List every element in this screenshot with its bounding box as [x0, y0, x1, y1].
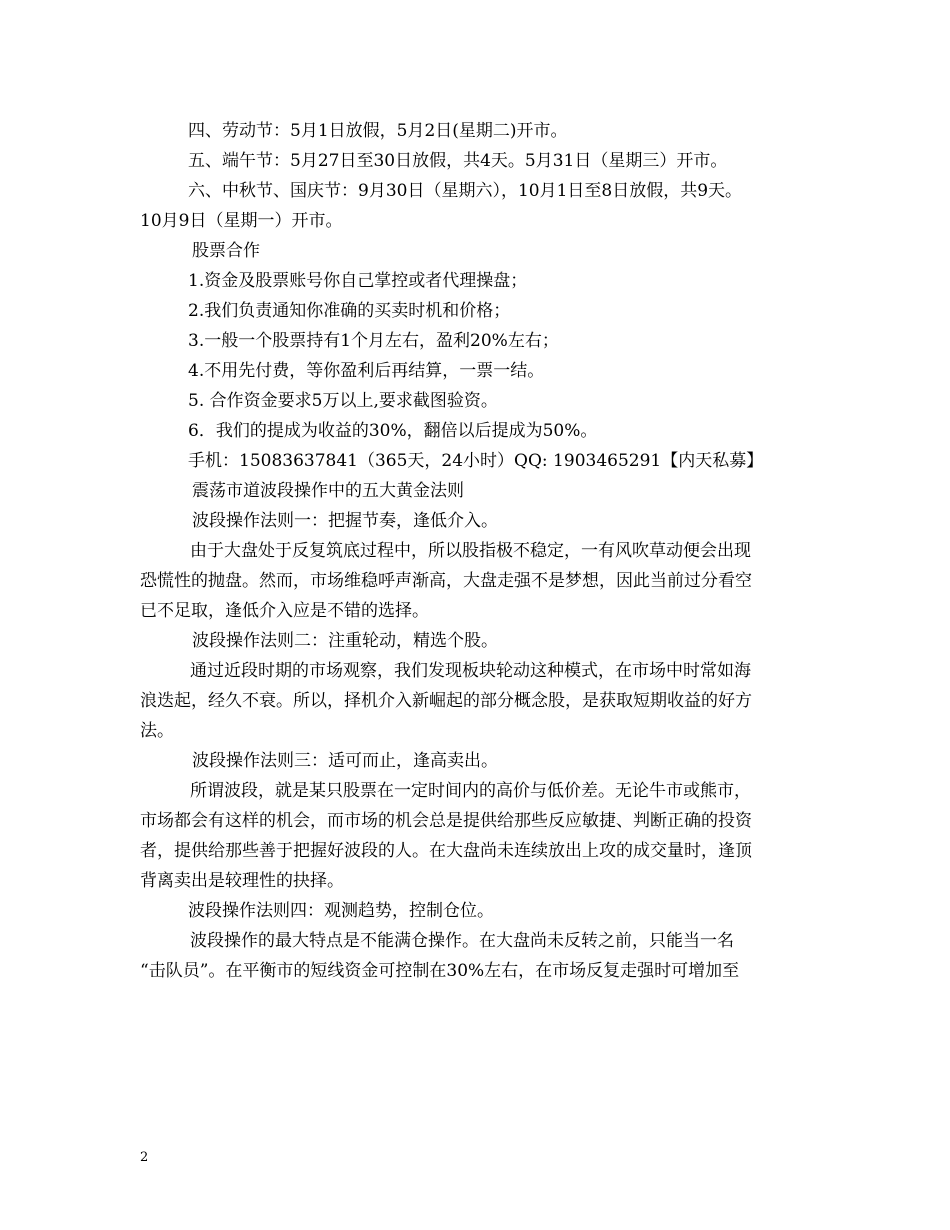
text-line: 所谓波段，就是某只股票在一定时间内的高价与低价差。无论牛市或熊市，: [190, 781, 751, 801]
list-item: 5. 合作资金要求5万以上,要求截图验资。: [188, 391, 498, 411]
text-line: 已不足取，逢低介入应是不错的选择。: [140, 601, 429, 621]
list-item: 2.我们负责通知你准确的买卖时机和价格；: [188, 301, 511, 321]
text-line: 背离卖出是较理性的抉择。: [140, 871, 344, 891]
text-line: 市场都会有这样的机会，而市场的机会总是提供给那些反应敏捷、判断正确的投资: [140, 811, 752, 831]
document-body: [140, 116, 830, 986]
list-item: 1.资金及股票账号你自己掌控或者代理操盘；: [188, 271, 528, 291]
text-line: 10月9日（星期一）开市。: [140, 211, 343, 231]
text-line: 者，提供给那些善于把握好波段的人。在大盘尚未连续放出上攻的成交量时，逢顶: [140, 841, 752, 861]
text-line: “击队员”。在平衡市的短线资金可控制在30%左右，在市场反复走强时可增加至: [140, 961, 740, 981]
text-line: 四、劳动节：5月1日放假，5月2日(星期二)开市。: [188, 121, 568, 141]
rule-heading: 波段操作法则二：注重轮动，精选个股。: [192, 631, 498, 651]
text-line: 六、中秋节、国庆节：9月30日（星期六），10月1日至8日放假，共9天。: [188, 181, 743, 201]
text-line: 恐慌性的抛盘。然而，市场维稳呼声渐高，大盘走强不是梦想，因此当前过分看空: [140, 571, 752, 591]
contact-line: 手机：15083637841（365天，24小时）QQ: 1903465291【内天私募】: [188, 451, 764, 471]
section-heading: 震荡市道波段操作中的五大黄金法则: [192, 481, 464, 501]
list-item: 3.一般一个股票持有1个月左右，盈利20%左右；: [188, 331, 559, 351]
text-line: 浪迭起，经久不衰。所以，择机介入新崛起的部分概念股，是获取短期收益的好方: [140, 691, 752, 711]
text-line: 波段操作的最大特点是不能满仓操作。在大盘尚未反转之前，只能当一名: [190, 931, 734, 951]
rule-heading: 波段操作法则四：观测趋势，控制仓位。: [188, 901, 494, 921]
list-item: 4.不用先付费，等你盈利后再结算，一票一结。: [188, 361, 545, 381]
list-item: 6．我们的提成为收益的30%，翻倍以后提成为50%。: [188, 421, 598, 441]
text-line: 五、端午节：5月27日至30日放假，共4天。5月31日（星期三）开市。: [188, 151, 728, 171]
page-number: 2: [140, 1150, 149, 1165]
text-line: 法。: [140, 721, 174, 741]
text-line: 通过近段时期的市场观察，我们发现板块轮动这种模式，在市场中时常如海: [190, 661, 751, 681]
rule-heading: 波段操作法则一：把握节奏，逢低介入。: [192, 511, 498, 531]
rule-heading: 波段操作法则三：适可而止，逢高卖出。: [192, 751, 498, 771]
section-heading: 股票合作: [192, 241, 260, 261]
text-line: 由于大盘处于反复筑底过程中，所以股指极不稳定，一有风吹草动便会出现: [190, 541, 751, 561]
